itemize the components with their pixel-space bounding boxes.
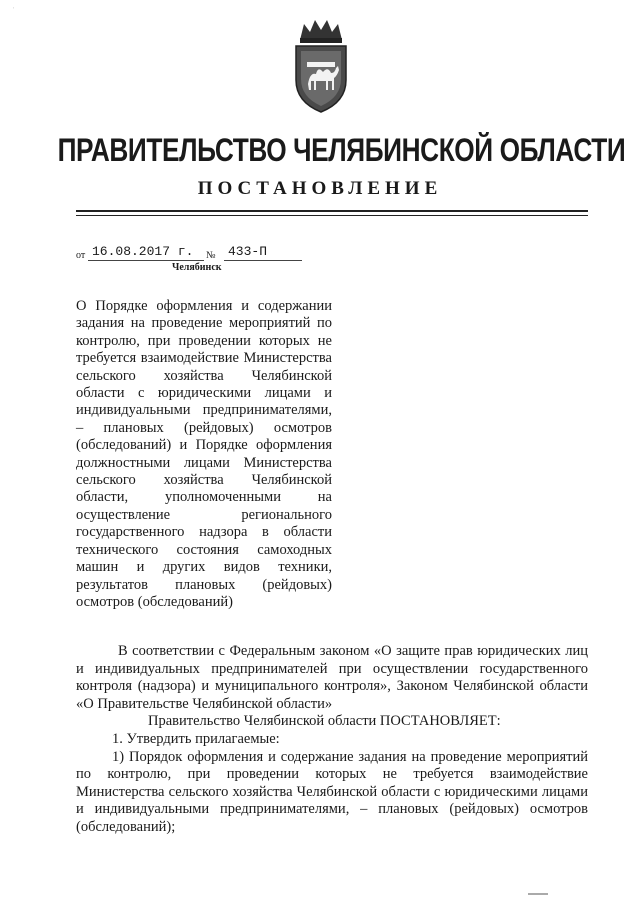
coat-of-arms-emblem	[290, 18, 352, 114]
header-rule-thick	[76, 210, 588, 212]
number-value: 433-П	[224, 244, 302, 261]
date-value: 16.08.2017 г.	[88, 244, 204, 261]
decree-body	[76, 643, 588, 837]
scan-footer-mark	[528, 893, 548, 895]
city-label: Челябинск	[172, 262, 222, 273]
date-label: от	[76, 250, 86, 261]
government-title: ПРАВИТЕЛЬСТВО ЧЕЛЯБИНСКОЙ ОБЛАСТИ	[57, 132, 626, 168]
scan-corner-mark: ˈ	[12, 6, 15, 15]
decree-subject: О Порядке оформления и содержании задания на проведение мероприятий по контролю, при проведении которых не требуется взаимодействие Министерства сельского хозяйства Челябинской области с юридическими лицами и индивидуальными предпринимателями, – плановых (рейдовых) осмотров (обследований) и Порядке оформления должностными лицами Министерства сельского хозяйства Челябинской области, уполномоченными на осуществление регионального государственного надзора в области технического состояния самоходных машин и других видов техники, результатов плановых (рейдовых) осмотров (обследований)	[76, 298, 332, 610]
decree-line: Правительство Челябинской области ПОСТАНОВЛЯЕТ:	[148, 713, 501, 730]
document-type: ПОСТАНОВЛЕНИЕ	[197, 178, 443, 199]
header-rule-thin	[76, 215, 588, 216]
number-label: №	[206, 250, 216, 261]
item-1-1: 1) Порядок оформления и содержание задания на проведение мероприятий по контролю, при проведении которых не требуется взаимодействие Министерства сельского хозяйства Челябинской области с юридическими лицами и индивидуальными предпринимателями, – плановых (рейдовых) осмотров (обследований);	[76, 748, 588, 835]
item-1: 1. Утвердить прилагаемые:	[112, 730, 280, 747]
preamble-paragraph: В соответствии с Федеральным законом «О защите прав юридических лиц и индивидуальных предпринимателей при осуществлении государственного контроля (надзора) и муниципального контроля», Законом Челябинской области «О Правительстве Челябинской области»	[76, 643, 588, 712]
